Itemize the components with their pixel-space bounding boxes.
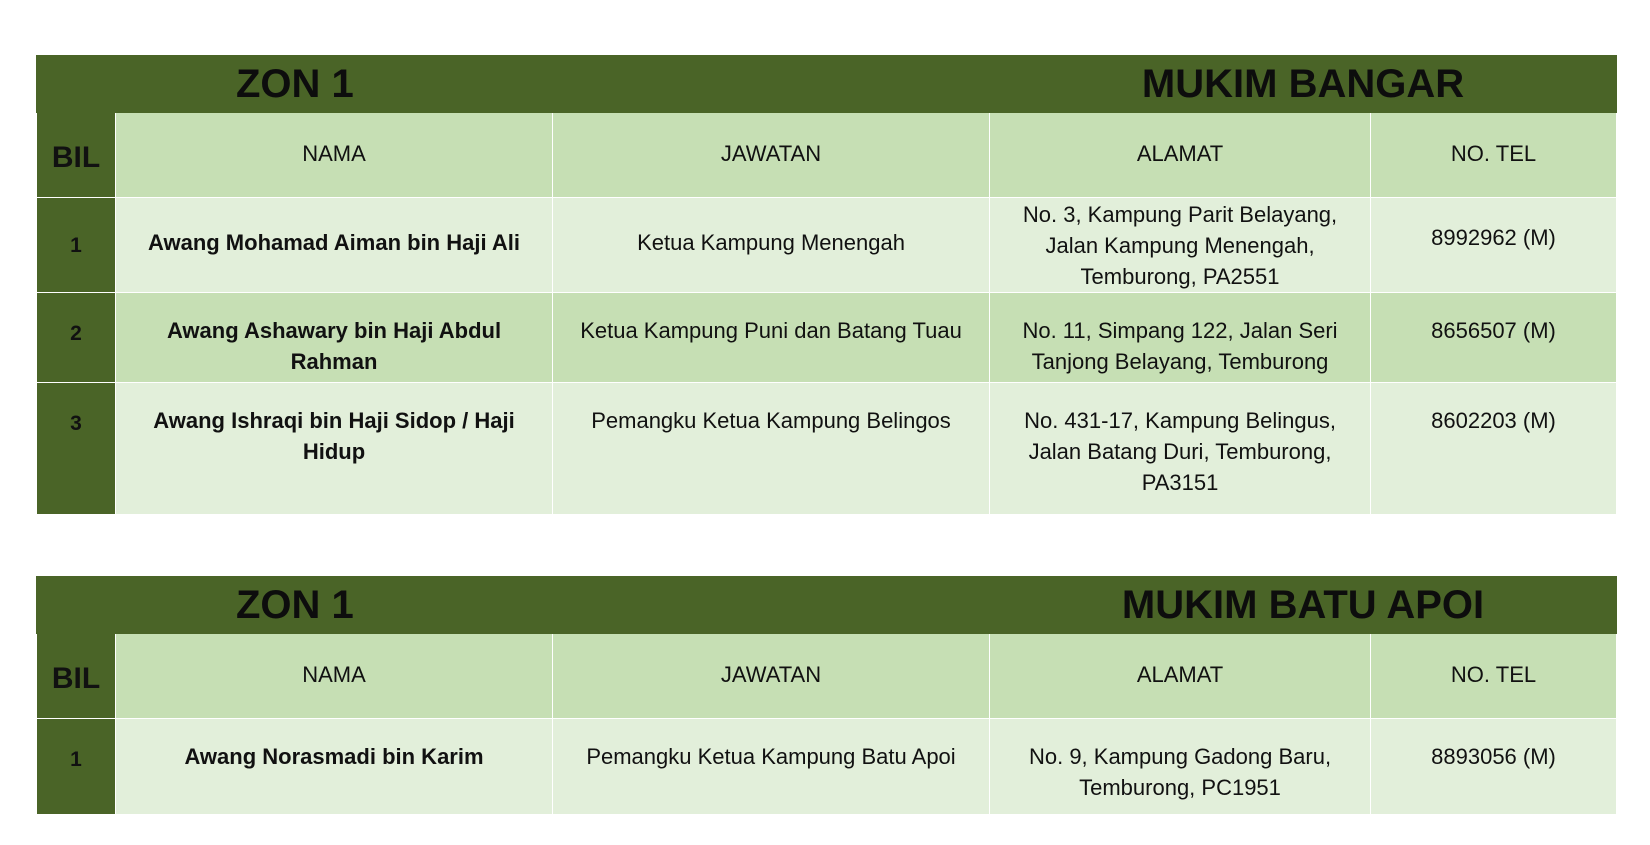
table-mukim-bangar (36, 55, 1617, 515)
header-alamat: ALAMAT (990, 113, 1371, 198)
row-jawatan: Ketua Kampung Puni dan Batang Tuau (553, 293, 990, 383)
header-nama: NAMA (116, 113, 553, 198)
row-tel: 8656507 (M) (1371, 293, 1617, 383)
header-tel: NO. TEL (1371, 634, 1617, 719)
row-alamat: No. 11, Simpang 122, Jalan Seri Tanjong Belayang, Temburong (990, 293, 1371, 383)
row-tel: 8893056 (M) (1371, 719, 1617, 815)
row-alamat: No. 431-17, Kampung Belingus, Jalan Batang Duri, Temburong, PA3151 (990, 383, 1371, 515)
row-bil: 1 (37, 719, 116, 815)
header-nama: NAMA (116, 634, 553, 719)
table-row (37, 198, 1617, 293)
row-tel: 8602203 (M) (1371, 383, 1617, 515)
row-alamat: No. 9, Kampung Gadong Baru, Temburong, PC1951 (990, 719, 1371, 815)
row-jawatan: Pemangku Ketua Kampung Belingos (553, 383, 990, 515)
row-nama: Awang Ashawary bin Haji Abdul Rahman (116, 293, 553, 383)
row-bil: 1 (37, 198, 116, 293)
header-row (37, 634, 1617, 719)
zone-title: ZON 1 (37, 56, 990, 113)
header-bil: BIL (37, 634, 116, 719)
header-row (37, 113, 1617, 198)
table-title-row (37, 56, 1617, 113)
table-row (37, 293, 1617, 383)
table-title-row (37, 577, 1617, 634)
mukim-title: MUKIM BANGAR (990, 56, 1617, 113)
row-tel: 8992962 (M) (1371, 198, 1617, 293)
header-jawatan: JAWATAN (553, 113, 990, 198)
header-jawatan: JAWATAN (553, 634, 990, 719)
row-jawatan: Ketua Kampung Menengah (553, 198, 990, 293)
table-row (37, 719, 1617, 815)
zone-title: ZON 1 (37, 577, 990, 634)
header-tel: NO. TEL (1371, 113, 1617, 198)
header-bil: BIL (37, 113, 116, 198)
row-nama: Awang Mohamad Aiman bin Haji Ali (116, 198, 553, 293)
table-row (37, 383, 1617, 515)
mukim-title: MUKIM BATU APOI (990, 577, 1617, 634)
row-nama: Awang Norasmadi bin Karim (116, 719, 553, 815)
row-nama: Awang Ishraqi bin Haji Sidop / Haji Hidup (116, 383, 553, 515)
row-bil: 3 (37, 383, 116, 515)
row-jawatan: Pemangku Ketua Kampung Batu Apoi (553, 719, 990, 815)
header-alamat: ALAMAT (990, 634, 1371, 719)
row-alamat: No. 3, Kampung Parit Belayang, Jalan Kampung Menengah, Temburong, PA2551 (990, 198, 1371, 293)
table-mukim-batu-apoi (36, 576, 1617, 815)
row-bil: 2 (37, 293, 116, 383)
